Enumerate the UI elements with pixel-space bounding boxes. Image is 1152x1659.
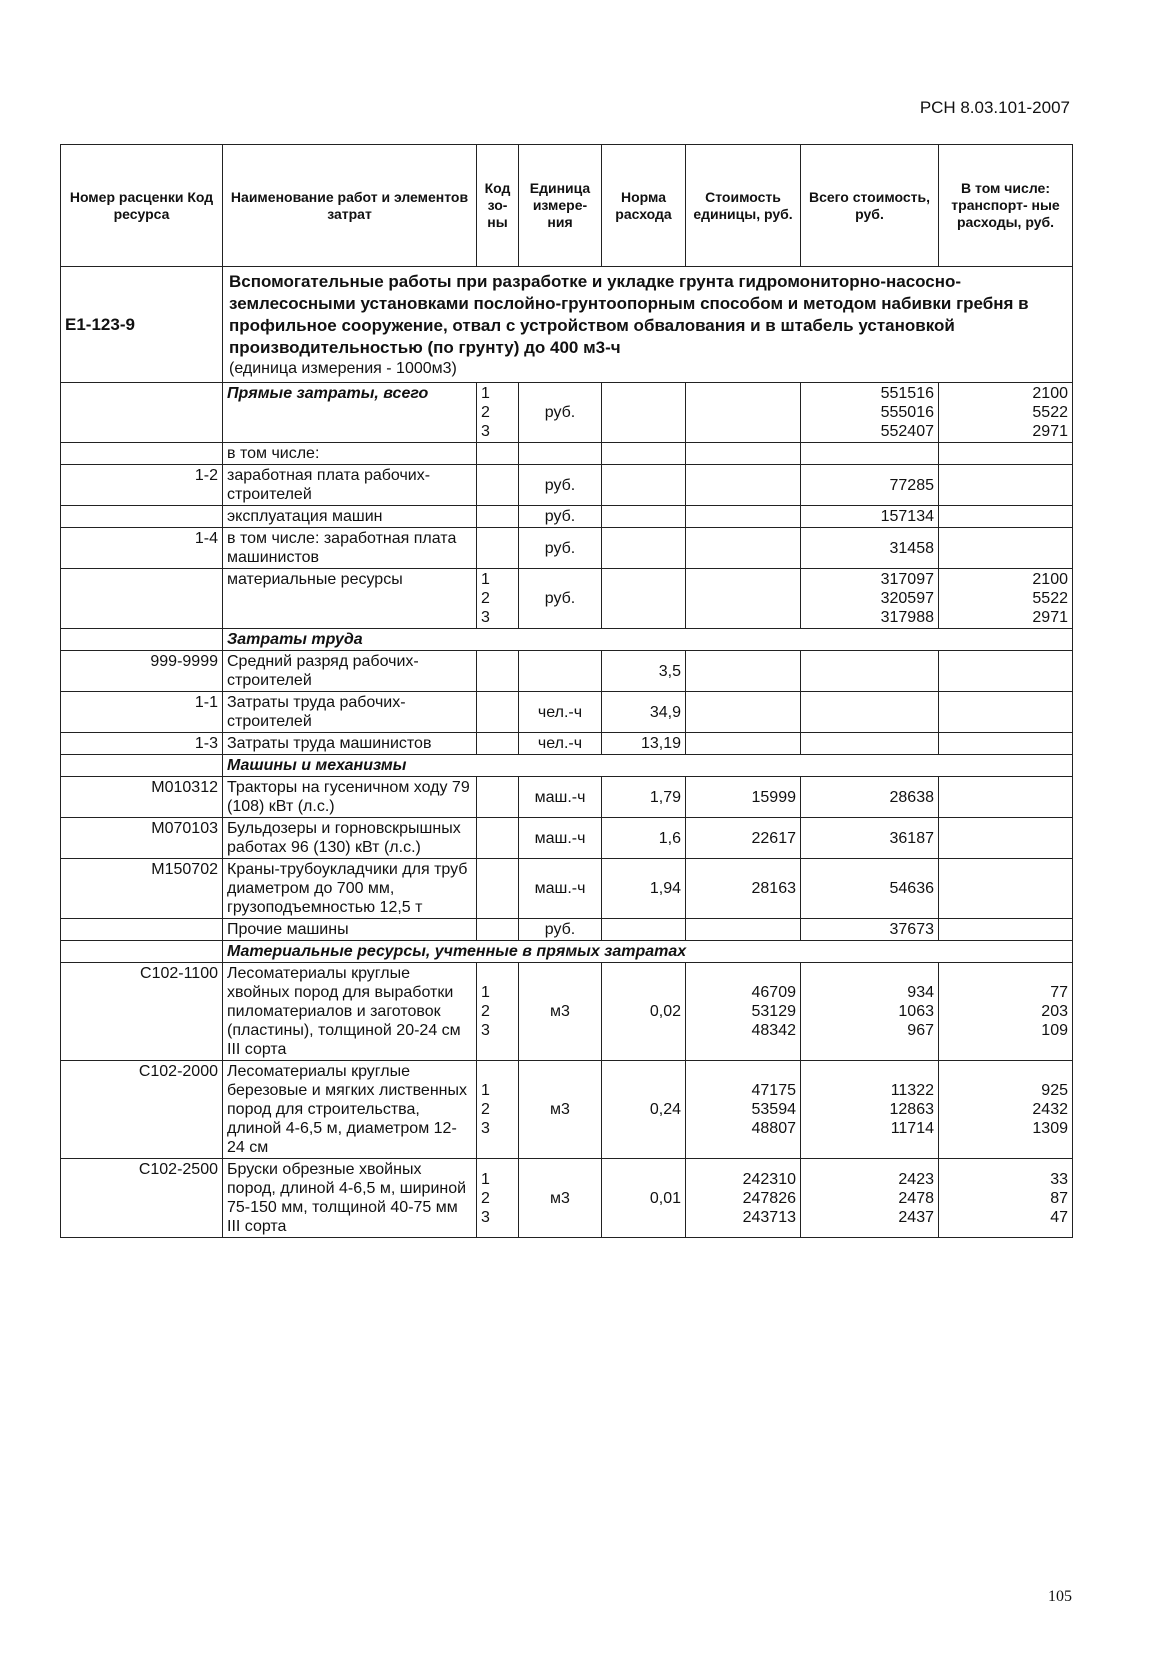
- price-cell: 22617: [686, 818, 801, 859]
- header-transport: В том числе: транспорт- ные расходы, руб.: [939, 145, 1073, 267]
- row-name: Бульдозеры и горновскрышных работах 96 (130) кВт (л.с.): [223, 818, 477, 859]
- transport-cell: 203: [1041, 1003, 1068, 1020]
- transport-cell: 2432: [1032, 1101, 1068, 1118]
- table-row-m010312: [61, 777, 1073, 818]
- price-cell: 247826: [742, 1189, 796, 1207]
- zone-cell: 3: [481, 1208, 490, 1226]
- transport-cell: 2971: [1032, 609, 1068, 626]
- row-name: Затраты труда машинистов: [223, 733, 477, 755]
- unit-cell: чел.-ч: [519, 733, 602, 755]
- page-number: 105: [1048, 1588, 1072, 1605]
- table-row-other-machines: [61, 919, 1073, 941]
- row-code: 999-9999: [61, 651, 223, 692]
- table-row-machines-operation: [61, 506, 1073, 528]
- unit-cell: руб.: [519, 465, 602, 506]
- total-cell: 1063: [898, 1003, 934, 1020]
- total-cell: 317097: [880, 571, 934, 588]
- total-cell: 36187: [801, 818, 939, 859]
- transport-cell: 5522: [1032, 404, 1068, 421]
- section-title: Материальные ресурсы, учтенные в прямых затратах: [223, 941, 1073, 963]
- zone-cell: 1: [481, 1082, 490, 1099]
- header-unit: Единица измере- ния: [519, 145, 602, 267]
- row-code: С102-2500: [61, 1159, 223, 1238]
- transport-cell: 2971: [1032, 423, 1068, 440]
- header-row: [61, 145, 1073, 267]
- table-row-wages: [61, 465, 1073, 506]
- zone-cell: 3: [481, 1120, 490, 1137]
- unit-cell: маш.-ч: [519, 859, 602, 919]
- row-code: 1-3: [61, 733, 223, 755]
- unit-cell: руб.: [519, 383, 602, 443]
- rate-title: Вспомогательные работы при разработке и укладке грунта гидромониторно-насосно-землесосными установками послойно-грунтоопорным способом и методом набивки гребня в профильное сооружение, отвал с устройством обвалования и в штабель установкой производительностью (по грунту) до 400 м3-ч: [229, 272, 1029, 357]
- total-cell: 37673: [801, 919, 939, 941]
- unit-cell: руб.: [519, 919, 602, 941]
- table-row-including: [61, 443, 1073, 465]
- transport-cell: 2100: [1032, 571, 1068, 588]
- row-code: М010312: [61, 777, 223, 818]
- table-row-labor-workers: [61, 692, 1073, 733]
- total-cell: 28638: [801, 777, 939, 818]
- row-code: С102-2000: [61, 1061, 223, 1159]
- row-name: заработная плата рабочих-строителей: [223, 465, 477, 506]
- total-cell: 2478: [898, 1189, 934, 1207]
- zone-cell: 2: [481, 1101, 490, 1118]
- zone-cell: 3: [481, 423, 490, 440]
- norm-cell: 34,9: [602, 692, 686, 733]
- zone-cell: 1: [481, 984, 490, 1001]
- unit-cell: маш.-ч: [519, 777, 602, 818]
- table-row-material-resources: [61, 569, 1073, 629]
- row-code: С102-1100: [61, 963, 223, 1061]
- header-zone: Код зо- ны: [477, 145, 519, 267]
- row-code: 1-2: [61, 465, 223, 506]
- row-name: Лесоматериалы круглые хвойных пород для выработки пиломатериалов и заготовок (пластины), толщиной 20-24 см III сорта: [223, 963, 477, 1061]
- price-cell: 53129: [751, 1003, 796, 1020]
- transport-cell: 87: [1050, 1189, 1068, 1207]
- norm-cell: 13,19: [602, 733, 686, 755]
- total-cell: 77285: [801, 465, 939, 506]
- transport-cell: 33: [1050, 1170, 1068, 1188]
- total-cell: 157134: [801, 506, 939, 528]
- unit-cell: руб.: [519, 569, 602, 629]
- total-cell: 2437: [898, 1208, 934, 1226]
- row-name: в том числе:: [223, 443, 477, 465]
- header-norm: Норма расхода: [602, 145, 686, 267]
- zone-cell: 1: [481, 571, 490, 588]
- header-total: Всего стоимость, руб.: [801, 145, 939, 267]
- price-cell: 46709: [751, 984, 796, 1001]
- row-name: Лесоматериалы круглые березовые и мягких лиственных пород для строительства, длиной 4-6,5 м, диаметром 12-24 см: [223, 1061, 477, 1159]
- row-name: Затраты труда рабочих-строителей: [223, 692, 477, 733]
- row-code: М070103: [61, 818, 223, 859]
- row-code: 1-4: [61, 528, 223, 569]
- transport-cell: 47: [1050, 1208, 1068, 1226]
- document-code: РСН 8.03.101-2007: [919, 98, 1070, 117]
- rates-table: [60, 144, 1073, 1238]
- row-name: Средний разряд рабочих-строителей: [223, 651, 477, 692]
- unit-cell: м3: [519, 1061, 602, 1159]
- table-row-machinist-wages: [61, 528, 1073, 569]
- table-row-m150702: [61, 859, 1073, 919]
- price-cell: 15999: [686, 777, 801, 818]
- price-cell: 48807: [751, 1120, 796, 1137]
- transport-cell: 77: [1050, 984, 1068, 1001]
- total-cell: 2423: [898, 1170, 934, 1188]
- zone-cell: 3: [481, 1022, 490, 1039]
- row-name: Прочие машины: [223, 919, 477, 941]
- row-name: в том числе: заработная плата машинистов: [223, 528, 477, 569]
- price-cell: 28163: [686, 859, 801, 919]
- price-cell: 243713: [742, 1208, 796, 1226]
- row-name: Бруски обрезные хвойных пород, длиной 4-6,5 м, шириной 75-150 мм, толщиной 40-75 мм III сорта: [223, 1159, 477, 1238]
- price-cell: 53594: [751, 1101, 796, 1118]
- total-cell: 555016: [880, 404, 934, 421]
- table-row-grade: [61, 651, 1073, 692]
- table-row-c102-1100: [61, 963, 1073, 1061]
- transport-cell: 925: [1041, 1082, 1068, 1099]
- norm-cell: 1,94: [602, 859, 686, 919]
- price-cell: 242310: [742, 1170, 796, 1188]
- total-cell: 11714: [890, 1120, 934, 1137]
- unit-cell: руб.: [519, 528, 602, 569]
- norm-cell: 1,6: [602, 818, 686, 859]
- unit-cell: руб.: [519, 506, 602, 528]
- norm-cell: 3,5: [602, 651, 686, 692]
- table-row-c102-2500: [61, 1159, 1073, 1238]
- total-cell: 317988: [880, 609, 934, 626]
- row-code: 1-1: [61, 692, 223, 733]
- norm-cell: 1,79: [602, 777, 686, 818]
- total-cell: 320597: [880, 590, 934, 607]
- header-code: Номер расценки Код ресурса: [61, 145, 223, 267]
- section-title: Затраты труда: [223, 629, 1073, 651]
- section-header-materials: [61, 941, 1073, 963]
- norm-cell: 0,24: [602, 1061, 686, 1159]
- total-cell: 967: [907, 1022, 934, 1039]
- section-title: Машины и механизмы: [223, 755, 1073, 777]
- row-name: Тракторы на гусеничном ходу 79 (108) кВт (л.с.): [223, 777, 477, 818]
- transport-cell: 2100: [1032, 385, 1068, 402]
- table-row-direct-costs: [61, 383, 1073, 443]
- norm-cell: 0,01: [602, 1159, 686, 1238]
- unit-cell: м3: [519, 963, 602, 1061]
- zone-cell: 1: [481, 1170, 490, 1188]
- rate-unit-note: (единица измерения - 1000м3): [229, 360, 457, 377]
- zone-cell: 1: [481, 385, 490, 402]
- unit-cell: маш.-ч: [519, 818, 602, 859]
- total-cell: 934: [907, 984, 934, 1001]
- zone-cell: 2: [481, 404, 490, 421]
- zone-cell: 2: [481, 1189, 490, 1207]
- header-name: Наименование работ и элементов затрат: [223, 145, 477, 267]
- header-price: Стоимость единицы, руб.: [686, 145, 801, 267]
- total-cell: 31458: [801, 528, 939, 569]
- zone-cell: 2: [481, 1003, 490, 1020]
- section-header-machines: [61, 755, 1073, 777]
- unit-cell: чел.-ч: [519, 692, 602, 733]
- transport-cell: 1309: [1032, 1120, 1068, 1137]
- rate-code: Е1-123-9: [61, 267, 223, 383]
- price-cell: 48342: [751, 1022, 796, 1039]
- norm-cell: 0,02: [602, 963, 686, 1061]
- table-row-m070103: [61, 818, 1073, 859]
- table-row-labor-machinists: [61, 733, 1073, 755]
- zone-cell: 2: [481, 590, 490, 607]
- row-name: эксплуатация машин: [223, 506, 477, 528]
- transport-cell: 5522: [1032, 590, 1068, 607]
- table-row-c102-2000: [61, 1061, 1073, 1159]
- section-header-labor: [61, 629, 1073, 651]
- total-cell: 11322: [890, 1082, 934, 1099]
- row-name: Прямые затраты, всего: [223, 383, 477, 443]
- total-cell: 552407: [880, 423, 934, 440]
- total-cell: 551516: [880, 385, 934, 402]
- zone-cell: 3: [481, 609, 490, 626]
- transport-cell: 109: [1041, 1022, 1068, 1039]
- row-code: М150702: [61, 859, 223, 919]
- row-name: Краны-трубоукладчики для труб диаметром до 700 мм, грузоподъемностью 12,5 т: [223, 859, 477, 919]
- rate-title-row: [61, 267, 1073, 383]
- price-cell: 47175: [751, 1082, 796, 1099]
- total-cell: 54636: [801, 859, 939, 919]
- total-cell: 12863: [889, 1101, 934, 1118]
- unit-cell: м3: [519, 1159, 602, 1238]
- row-name: материальные ресурсы: [223, 569, 477, 629]
